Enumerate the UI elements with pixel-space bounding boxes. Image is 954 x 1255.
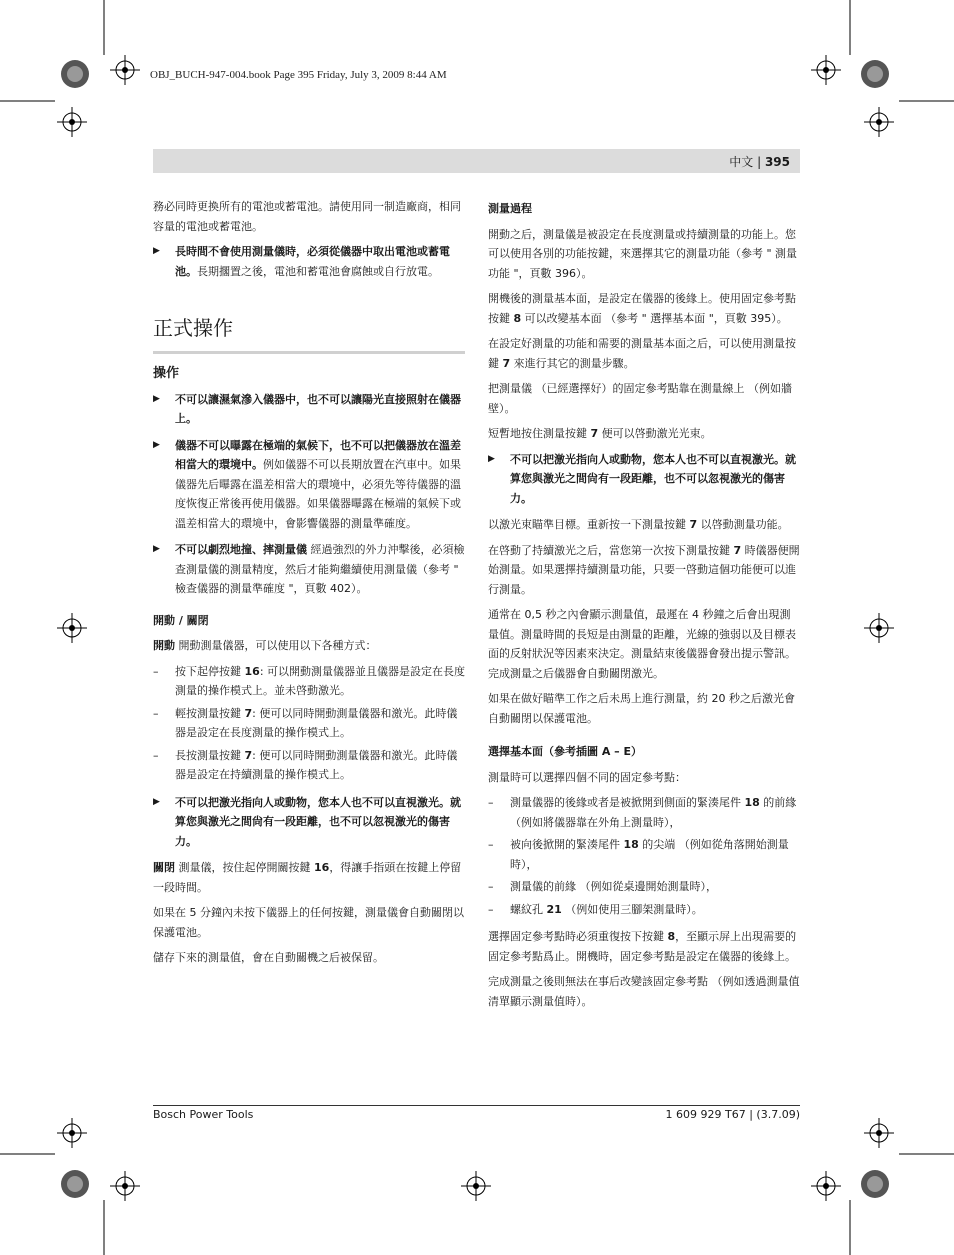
- bullet-triangle-icon: ▶: [153, 393, 160, 404]
- list-text: 的尖端 （例如從角落開始測量時），: [510, 838, 789, 871]
- key-number: 7: [244, 748, 253, 762]
- file-header: OBJ_BUCH-947-004.book Page 395 Friday, July 3, 2009 8:44 AM: [150, 69, 447, 81]
- bullet-triangle-icon: ▶: [153, 544, 160, 554]
- key-number: 16: [314, 861, 330, 874]
- warning-text: 例如儀器不可以長期放置在汽車中。如果儀器先后曝露在溫差相當大的環境中，必須先等待儀器的溫度恢復正常後再使用儀器。如果儀器曝露在極端的氣候下或溫差相當大的環境中，會影響儀器的測量準確度。: [175, 458, 461, 530]
- text: 在設定好測量的功能和需要的測量基本面之后，可以使用測量按鍵: [488, 337, 796, 370]
- header-separator: |: [753, 155, 765, 169]
- key-number: 21: [546, 902, 562, 916]
- footer-divider: [153, 1105, 800, 1106]
- sub-title: 操作: [153, 366, 180, 381]
- registration-mark-lb: [57, 1118, 87, 1148]
- registration-mark-rt: [864, 107, 894, 137]
- dash-bullet: –: [488, 838, 494, 851]
- list-text: （例如使用三腳架測量時）。: [561, 902, 703, 916]
- text: 時儀器便開始測量。如果選擇持續測量功能，只要一啓動這個功能便可以進行測量。: [488, 543, 800, 596]
- paragraph: 完成測量之後則無法在事后改變該固定參考點 （例如透過測量值清單顯示測量值時）。: [488, 975, 800, 1008]
- list-text: : 便可以同時開動測量儀器和激光。此時儀器是設定在長度測量的操作模式上。: [175, 706, 458, 739]
- text: 以啓動測量功能。: [697, 518, 789, 531]
- registration-mark-br: [811, 1171, 841, 1201]
- footer-doc-number: 1 609 929 T67 | (3.7.09): [665, 1108, 800, 1121]
- warning-bold: 不可以把激光指向人或動物，您本人也不可以直視激光。就算您與激光之間尙有一段距離，也不可以忽視激光的傷害力。: [175, 795, 461, 848]
- text: 便可以啓動激光光束。: [598, 427, 712, 440]
- text: 來進行其它的測量步驟。: [510, 356, 635, 370]
- registration-mark-lt: [57, 107, 87, 137]
- key-number: 7: [502, 356, 511, 370]
- list-text: 長按測量按鍵: [175, 748, 245, 762]
- list-item: [488, 835, 800, 874]
- registration-mark-bm: [461, 1171, 491, 1201]
- registration-mark-tr: [811, 55, 841, 85]
- off-paragraph: [153, 858, 465, 897]
- dash-bullet: –: [153, 706, 159, 720]
- list-item: [488, 900, 800, 920]
- paragraph: [488, 927, 800, 966]
- key-number: 7: [590, 427, 599, 440]
- process-title: 測量過程: [488, 202, 532, 215]
- key-number: 16: [244, 664, 260, 678]
- left-column: [153, 197, 465, 974]
- section-title: 正式操作: [153, 315, 465, 354]
- color-target-br: [861, 1170, 889, 1198]
- page-number: 395: [764, 155, 790, 169]
- header-language: 中文: [729, 155, 754, 169]
- paragraph: 測量時可以選擇四個不同的固定參考點：: [488, 770, 686, 784]
- list-text: : 可以開動測量儀器並且儀器是設定在長度測量的操作模式上。並未啓動激光。: [175, 664, 466, 697]
- warning-item: [153, 390, 465, 429]
- warning-bold: 不可以把激光指向人或動物，您本人也不可以直視激光。就算您與激光之間尙有一段距離，也不可以忽視激光的傷害力。: [510, 452, 796, 505]
- warning-item: [153, 242, 465, 281]
- list-item: [153, 662, 465, 701]
- onoff-title: 開動 / 關閉: [153, 613, 209, 627]
- paragraph: [488, 424, 800, 444]
- list-text: 輕按測量按鍵: [175, 706, 245, 720]
- warning-bold: 長時間不會使用測量儀時，必須從儀器中取出電池或蓄電池。: [175, 245, 450, 278]
- off-text: ，得讓手指頭在按鍵上停留一段時間。: [153, 861, 462, 894]
- paragraph: [488, 515, 800, 535]
- text: 以激光束瞄準目標。重新按一下測量按鍵: [488, 518, 690, 531]
- warning-text: 長期擱置之後，電池和蓄電池會腐蝕或自行放電。: [197, 264, 439, 278]
- warning-bold: 儀器不可以曝露在極端的氣候下，也不可以把儀器放在溫差相當大的環境中。: [175, 438, 461, 471]
- intro-paragraph: 務必同時更換所有的電池或蓄電池。請使用同一制造廠商，相同容量的電池或蓄電池。: [153, 200, 461, 233]
- page-header: [729, 153, 790, 170]
- paragraph: 通常在 0,5 秒之內會顯示測量值，最遲在 4 秒鐘之后會出現測量值。測量時間的長短是由測量的距離，光線的強弱以及目標表面的反射狀況等因素來決定。測量結束後儀器會發出提示警訊。完成測量之后儀器會自動關閉激光。: [488, 608, 796, 680]
- registration-mark-lm: [57, 613, 87, 643]
- list-text: 測量儀的前緣 （例如從桌邊開始測量時），: [510, 880, 717, 893]
- dash-bullet: –: [488, 880, 494, 893]
- text: 在啓動了持續激光之后，當您第一次按下測量按鍵: [488, 543, 734, 557]
- bullet-triangle-icon: ▶: [153, 796, 160, 807]
- paragraph: 把測量儀 （已經選擇好）的固定參考點靠在測量線上 （例如牆壁）。: [488, 382, 792, 415]
- color-target-tr: [861, 60, 889, 88]
- paragraph: [488, 541, 800, 600]
- key-number: 18: [623, 838, 639, 851]
- stored-paragraph: 儲存下來的測量值，會在自動關機之后被保留。: [153, 951, 384, 964]
- key-number: 7: [244, 706, 253, 720]
- dash-bullet: –: [153, 748, 159, 762]
- page-header-bar: [153, 149, 800, 173]
- list-text: 測量儀器的後緣或者是被掀開到側面的緊湊尾件: [510, 796, 745, 809]
- bullet-triangle-icon: ▶: [153, 439, 160, 450]
- list-text: : 便可以同時開動測量儀器和激光。此時儀器是設定在持續測量的操作模式上。: [175, 748, 458, 781]
- select-title: 選擇基本面（參考插圖 A – E）: [488, 745, 643, 758]
- paragraph: 如果在做好瞄準工作之后未馬上進行測量，約 20 秒之后激光會自動關閉以保護電池。: [488, 692, 795, 725]
- warning-item: [153, 793, 465, 852]
- off-label: 關閉: [153, 861, 175, 874]
- key-number: 8: [667, 930, 676, 943]
- bullet-triangle-icon: ▶: [153, 246, 160, 256]
- on-paragraph: [153, 636, 465, 656]
- registration-mark-rm: [864, 613, 894, 643]
- off-text: 測量儀，按住起停開關按鍵: [175, 861, 314, 874]
- text: 可以改變基本面 （參考 " 選擇基本面 "，頁數 395）。: [521, 311, 788, 325]
- dash-bullet: –: [488, 796, 494, 809]
- list-item: [488, 877, 800, 897]
- bullet-triangle-icon: ▶: [488, 453, 495, 464]
- key-number: 8: [513, 311, 522, 325]
- registration-mark-tl: [110, 55, 140, 85]
- paragraph: [488, 289, 800, 328]
- text: 選擇固定參考點時必須重復按下按鍵: [488, 930, 668, 943]
- list-text: 按下起停按鍵: [175, 664, 245, 678]
- warning-bold: 不可以劇烈地撞、摔測量儀: [175, 543, 307, 556]
- registration-mark-rb: [864, 1118, 894, 1148]
- warning-item: [153, 436, 465, 534]
- right-column: [488, 197, 800, 1017]
- warning-bold: 不可以讓濕氣滲入儀器中，也不可以讓陽光直接照射在儀器上。: [175, 392, 461, 425]
- on-label: 開動: [153, 639, 175, 652]
- dash-bullet: –: [488, 902, 494, 916]
- list-text: 被向後掀開的緊湊尾件: [510, 838, 624, 851]
- list-item: [488, 793, 800, 832]
- text: ，至顯示屏上出現需要的固定參考點爲止。開機時，固定參考點是設定在儀器的後緣上。: [488, 930, 797, 963]
- color-target-bl: [61, 1170, 89, 1198]
- dash-bullet: –: [153, 664, 159, 678]
- on-text: 開動測量儀器，可以使用以下各種方式：: [175, 639, 377, 652]
- warning-item: [488, 450, 800, 509]
- list-item: [153, 704, 465, 743]
- list-text: 螺紋孔: [510, 902, 547, 916]
- warning-text: 經過強烈的外力沖擊後，必須檢查測量儀的測量精度，然后才能夠繼續使用測量儀（參考 " 檢查儀器的測量準確度 "，頁數 402）。: [175, 543, 465, 595]
- paragraph: 開動之后，測量儀是被設定在長度測量或持續測量的功能上。您可以使用各別的功能按鍵，來選擇其它的測量功能（參考 " 測量功能 "，頁數 396）。: [488, 227, 798, 280]
- key-number: 7: [689, 518, 698, 531]
- key-number: 18: [744, 796, 760, 809]
- text: 短暫地按住測量按鍵: [488, 427, 591, 440]
- list-item: [153, 746, 465, 785]
- warning-item: [153, 540, 465, 599]
- color-target-tl: [61, 60, 89, 88]
- paragraph: [488, 334, 800, 373]
- registration-mark-bl: [110, 1171, 140, 1201]
- auto-off-paragraph: 如果在 5 分鐘內未按下儀器上的任何按鍵，測量儀會自動關閉以保護電池。: [153, 906, 464, 939]
- key-number: 7: [733, 543, 742, 557]
- list-text: 的前緣 （例如將儀器靠在外角上測量時），: [510, 796, 797, 829]
- text: 開機後的測量基本面，是設定在儀器的後緣上。使用固定參考點按鍵: [488, 292, 796, 325]
- footer-brand: Bosch Power Tools: [153, 1108, 254, 1121]
